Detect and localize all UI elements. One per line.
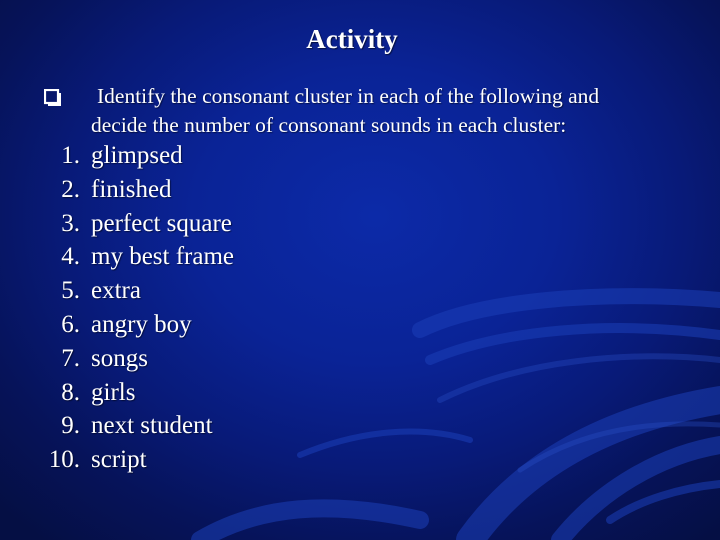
item-text: extra [91, 277, 141, 305]
item-text: glimpsed [91, 142, 183, 169]
instruction-line-2: decide the number of consonant sounds in each cluster: [91, 113, 567, 137]
item-number: 3. [61, 209, 80, 237]
item-number: 5. [61, 277, 80, 305]
slide-title: Activity [306, 24, 398, 54]
item-text: angry boy [91, 310, 192, 338]
item-text: finished [91, 175, 172, 203]
item-text: songs [91, 344, 148, 372]
item-number: 8. [61, 378, 80, 406]
item-number: 6. [61, 310, 80, 338]
checkbox-bullet-icon [44, 89, 61, 106]
item-text: girls [91, 378, 136, 406]
item-number: 4. [61, 243, 80, 271]
item-text: next student [91, 412, 213, 440]
item-text: perfect square [91, 209, 232, 237]
instruction-text [91, 82, 691, 140]
item-text: script [91, 446, 147, 474]
item-number: 1. [61, 142, 80, 169]
instruction-line-1: Identify the consonant cluster in each of the following and [97, 84, 600, 108]
item-text: my best frame [91, 243, 235, 271]
item-number: 2. [61, 175, 80, 203]
item-number: 9. [61, 412, 80, 440]
item-number: 7. [61, 344, 80, 372]
item-number: 10. [48, 446, 80, 474]
